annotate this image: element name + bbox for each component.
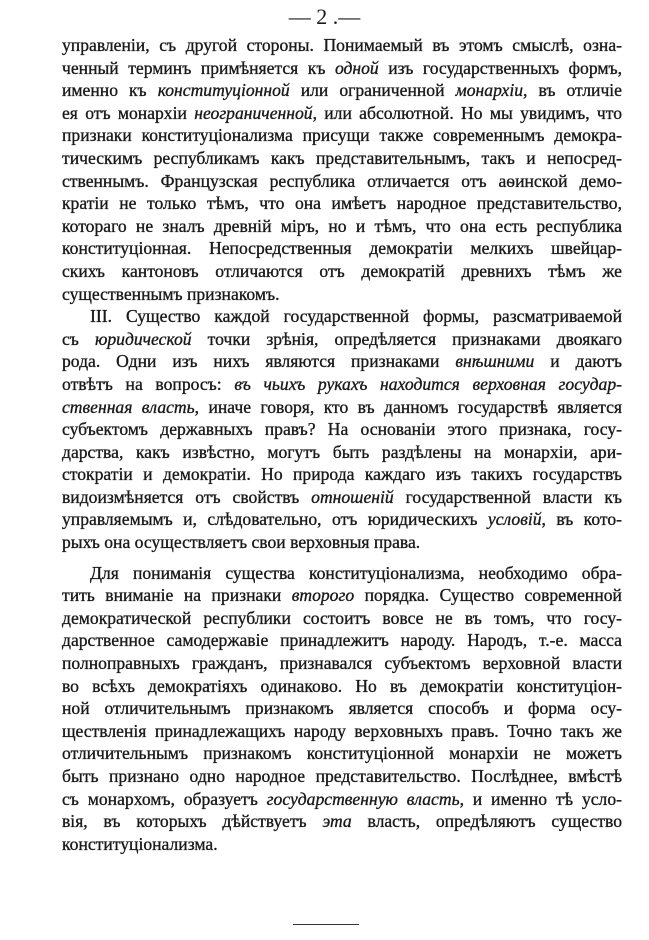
- text-line: [62, 441, 622, 464]
- text-segment: III. Существо каждой государственной формы, разсматриваемой: [90, 306, 622, 327]
- text-line: [62, 810, 622, 833]
- paragraph: [62, 305, 622, 554]
- text-segment: ществленія принадлежащихъ народу верховныхъ правъ. Точно такъ же: [62, 720, 622, 741]
- text-line: [62, 833, 622, 856]
- text-line: [62, 629, 622, 652]
- text-line: [62, 170, 622, 193]
- text-segment: во всѣхъ демократіяхъ одинаково. Но въ демократіи конституціон-: [62, 675, 622, 696]
- text-segment: субъектомъ державныхъ правъ? На основаніи этого признака, госу-: [62, 419, 622, 440]
- body-text: [62, 34, 622, 855]
- paragraph: [62, 562, 622, 856]
- text-line: [62, 305, 622, 328]
- italic-emphasis: ственная власть: [62, 396, 195, 417]
- text-line: [62, 260, 622, 283]
- text-segment: , въ отличіе: [523, 80, 622, 101]
- paragraph: [62, 34, 622, 305]
- text-segment: и даютъ: [534, 351, 623, 372]
- italic-emphasis: второго: [291, 585, 355, 606]
- text-segment: управленіи, съ другой стороны. Понимаемый въ этомъ смыслѣ, озна-: [62, 35, 622, 55]
- page-number: — 2 .—: [288, 4, 361, 29]
- text-segment: тить вниманіе на признаки: [62, 585, 292, 606]
- text-segment: власть, опредѣляютъ существо: [351, 811, 622, 832]
- text-segment: управляемымъ и, слѣдовательно, отъ юридическихъ: [62, 509, 488, 530]
- text-line: [62, 675, 622, 698]
- text-segment: полноправныхъ гражданъ, признавался субъектомъ верховной власти: [62, 653, 622, 674]
- text-line: [62, 57, 622, 80]
- text-line: [62, 215, 622, 238]
- text-segment: скихъ кантоновъ отличаются отъ демократій древнихъ тѣмъ же: [62, 260, 622, 281]
- end-rule-divider: [293, 924, 359, 925]
- text-line: [62, 328, 622, 351]
- text-segment: кратіи не только тѣмъ, что она имѣетъ народное представительство,: [62, 193, 622, 214]
- text-segment: съ: [62, 328, 95, 349]
- italic-emphasis: условій: [487, 509, 542, 530]
- text-segment: конституціонная. Непосредственныя демократіи мелкихъ швейцар-: [62, 238, 622, 259]
- text-line: [62, 697, 622, 720]
- text-segment: или ограниченной: [289, 80, 456, 101]
- text-segment: отвѣтъ на вопросъ:: [62, 373, 235, 394]
- text-segment: , или абсолютной. Но мы увидимъ, что: [312, 102, 623, 123]
- text-line: [62, 237, 622, 260]
- text-line: [62, 147, 622, 170]
- text-line: [62, 720, 622, 743]
- text-line: [62, 79, 622, 102]
- text-line: [62, 192, 622, 215]
- text-segment: ея отъ монархіи: [62, 102, 195, 123]
- text-line: [62, 652, 622, 675]
- italic-emphasis: государственную власть: [266, 788, 460, 809]
- text-segment: именно къ: [62, 80, 158, 101]
- text-segment: демократической республики состоитъ вовсе не въ томъ, что госу-: [62, 607, 622, 628]
- text-segment: порядка. Существо современной: [354, 585, 622, 606]
- italic-emphasis: неограниченной: [194, 102, 313, 123]
- text-segment: рыхъ она осуществляетъ свои верховныя права.: [62, 532, 421, 553]
- text-line: [62, 350, 622, 373]
- text-segment: признаки конституціонализма присущи также современнымъ демокра-: [62, 125, 622, 146]
- text-segment: ченный терминъ примѣняется къ: [62, 57, 335, 78]
- text-line: [62, 124, 622, 147]
- text-segment: съ монархомъ, образуетъ: [62, 788, 267, 809]
- text-line: [62, 584, 622, 607]
- text-line: [62, 34, 622, 57]
- italic-emphasis: монархіи: [455, 80, 524, 101]
- text-line: [62, 283, 622, 306]
- text-segment: вія, въ которыхъ дѣйствуетъ: [62, 811, 323, 832]
- text-line: [62, 607, 622, 630]
- text-line: [62, 396, 622, 419]
- italic-emphasis: внѣшними: [455, 351, 535, 372]
- text-segment: котораго не зналъ древній міръ, но и тѣмъ, что она есть республика: [62, 215, 622, 236]
- text-segment: государственной власти къ: [393, 486, 622, 507]
- text-segment: стократіи и демократіи. Но природа каждаго изъ такихъ государствъ: [62, 464, 622, 485]
- text-line: [62, 742, 622, 765]
- text-segment: точки зрѣнія, опредѣляется признаками двоякаго: [191, 328, 622, 349]
- text-segment: дарственное самодержавіе принадлежитъ народу. Народъ, т.-е. масса: [62, 630, 622, 651]
- text-line: [62, 463, 622, 486]
- text-segment: , въ кото-: [541, 509, 622, 530]
- text-segment: изъ государственныхъ формъ,: [378, 57, 622, 78]
- text-segment: рода. Одни изъ нихъ являются признаками: [62, 351, 456, 372]
- text-segment: ственнымъ. Французская республика отличается отъ аѳинской демо-: [62, 170, 622, 191]
- text-segment: отличительнымъ признакомъ конституціонной монархіи не можетъ: [62, 743, 622, 764]
- text-segment: тическимъ республикамъ какъ представительнымъ, такъ и непосред-: [62, 147, 622, 168]
- text-line: [62, 486, 622, 509]
- text-line: [62, 562, 622, 585]
- text-line: [62, 531, 622, 554]
- text-line: [62, 373, 622, 396]
- italic-emphasis: эта: [322, 811, 352, 832]
- italic-emphasis: одной: [334, 57, 379, 78]
- text-segment: , и именно тѣ усло-: [459, 788, 622, 809]
- italic-emphasis: конституціонной: [157, 80, 290, 101]
- text-segment: быть признано одно народное представительство. Послѣднее, вмѣстѣ: [62, 766, 622, 786]
- text-segment: дарства, какъ извѣстно, могутъ быть раздѣлены на монархіи, ари-: [62, 441, 622, 462]
- text-line: [62, 765, 622, 788]
- text-line: [62, 418, 622, 441]
- text-segment: , иначе говоря, кто въ данномъ государствѣ является: [194, 396, 622, 417]
- italic-emphasis: въ чьихъ рукахъ находится верховная государ-: [234, 373, 623, 394]
- text-segment: ной отличительнымъ признакомъ является способъ и форма осу-: [62, 698, 622, 719]
- text-line: [62, 102, 622, 125]
- text-segment: конституціонализма.: [62, 833, 218, 854]
- text-segment: видоизмѣняется отъ свойствъ: [62, 486, 312, 507]
- text-line: [62, 508, 622, 531]
- text-segment: существеннымъ признакомъ.: [62, 283, 280, 304]
- text-line: [62, 788, 622, 811]
- italic-emphasis: отношеній: [311, 486, 394, 507]
- text-segment: Для пониманія существа конституціонализма, необходимо обра-: [90, 562, 622, 583]
- italic-emphasis: юридической: [94, 328, 192, 349]
